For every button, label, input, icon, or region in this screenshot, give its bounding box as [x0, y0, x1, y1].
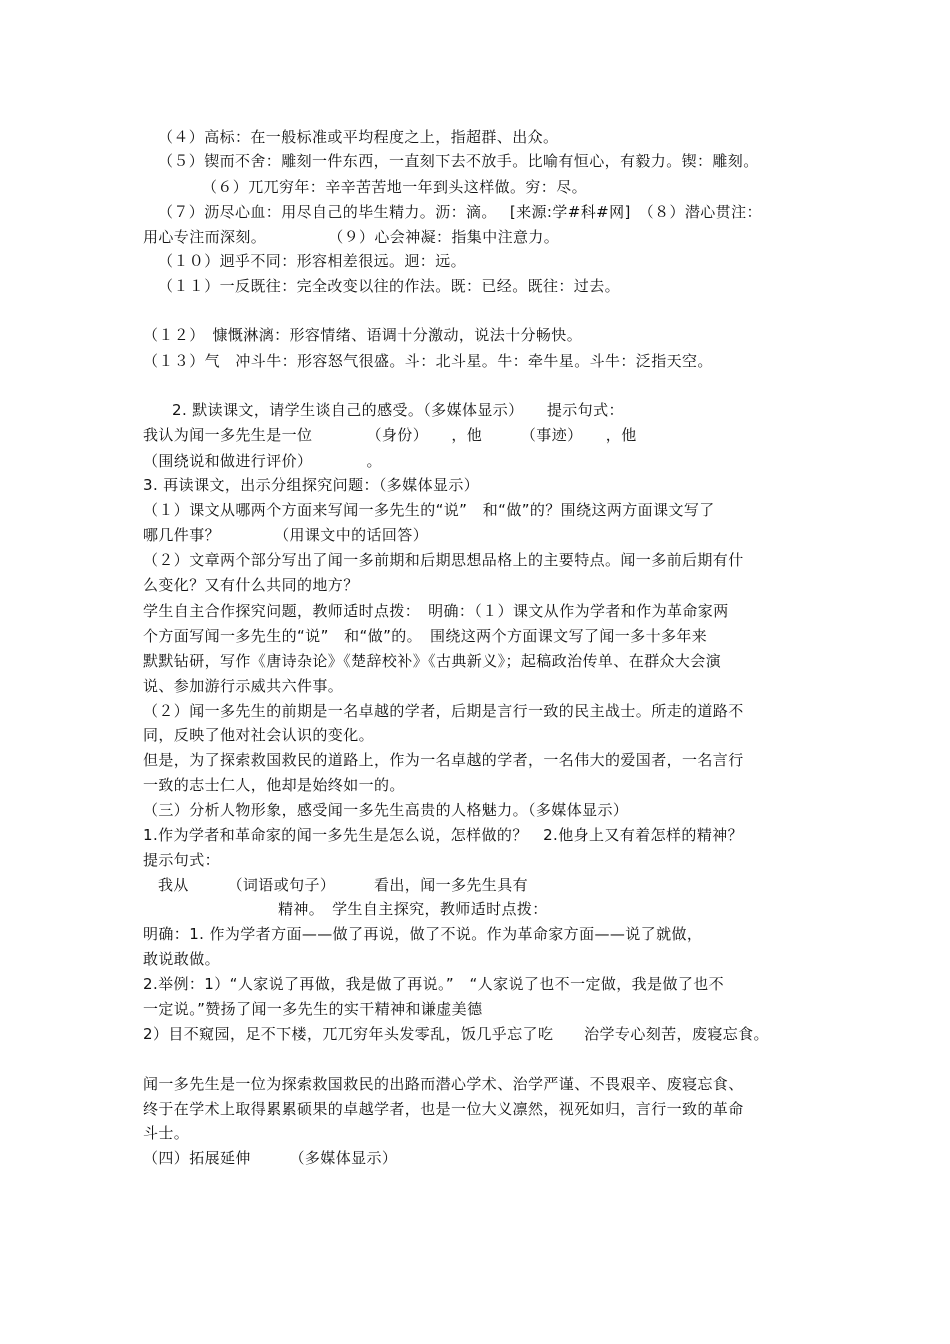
text-line: （７）沥尽心血：用尽自己的毕生精力。沥：滴。 [来源:学#科#网] （８）潜心贯注：: [158, 203, 762, 221]
text-line: 一致的志士仁人，他却是始终如一的。: [143, 776, 405, 794]
text-line: 么变化？又有什么共同的地方？: [143, 576, 359, 594]
text-line: 2. 默读课文，请学生谈自己的感受。（多媒体显示） 提示句式：: [172, 401, 624, 419]
text-line: （１１）一反既往：完全改变以往的作法。既：已经。既往：过去。: [158, 277, 621, 295]
text-line: 学生自主合作探究问题，教师适时点拨： 明确：（１）课文从作为学者和作为革命家两: [143, 602, 729, 620]
text-line: （三）分析人物形象，感受闻一多先生高贵的人格魅力。（多媒体显示）: [143, 801, 629, 819]
text-line: 1.作为学者和革命家的闻一多先生是怎么说，怎样做的？ 2.他身上又有着怎样的精神？: [143, 826, 744, 844]
text-line: 明确：1. 作为学者方面——做了再说，做了不说。作为革命家方面——说了就做，: [143, 925, 703, 943]
text-line: （４）高标：在一般标准或平均程度之上，指超群、出众。: [158, 128, 559, 146]
text-line: （１３）气 冲斗牛：形容怒气很盛。斗：北斗星。牛：牵牛星。斗牛：泛指天空。: [143, 352, 713, 370]
text-line: （２）闻一多先生的前期是一名卓越的学者，后期是言行一致的民主战士。所走的道路不: [143, 702, 744, 720]
text-line: 我从 （词语或句子） 看出，闻一多先生具有: [158, 876, 529, 894]
text-line: 提示句式：: [143, 851, 221, 869]
text-line: （１）课文从哪两个方面来写闻一多先生的“说” 和“做”的？围绕这两方面课文写了: [143, 501, 715, 519]
text-line: （１２） 慷慨淋漓：形容情绪、语调十分激动，说法十分畅快。: [143, 326, 583, 344]
text-line: 精神。 学生自主探究，教师适时点拨：: [278, 900, 548, 918]
text-line: 哪几件事？ （用课文中的话回答）: [143, 526, 429, 544]
text-line: （６）兀兀穷年：辛辛苦苦地一年到头这样做。穷：尽。: [202, 178, 588, 196]
text-line: 闻一多先生是一位为探索救国救民的出路而潜心学术、治学严谨、不畏艰辛、废寝忘食、: [143, 1075, 744, 1093]
text-line: （２）文章两个部分写出了闻一多前期和后期思想品格上的主要特点。闻一多前后期有什: [143, 551, 744, 569]
text-line: 同，反映了他对社会认识的变化。: [143, 726, 375, 744]
text-line: 一定说。”赞扬了闻一多先生的实干精神和谦虚美德: [143, 1000, 483, 1018]
text-line: （围绕说和做进行评价） 。: [143, 452, 382, 470]
text-line: 个方面写闻一多先生的“说” 和“做”的。 围绕这两个方面课文写了闻一多十多年来: [143, 627, 708, 645]
text-line: 2.举例：1）“人家说了再做，我是做了再说。” “人家说了也不一定做，我是做了也不: [143, 975, 725, 993]
text-line: 我认为闻一多先生是一位 （身份） ，他 （事迹） ，他: [143, 426, 637, 444]
text-line: 2）目不窥园，足不下楼，兀兀穷年头发零乱，饭几乎忘了吃 治学专心刻苦，废寝忘食。: [143, 1025, 769, 1043]
text-line: 说、参加游行示威共六件事。: [143, 677, 344, 695]
text-line: 敢说敢做。: [143, 950, 221, 968]
text-line: （四）拓展延伸 （多媒体显示）: [143, 1149, 398, 1167]
text-line: （１０）迥乎不同：形容相差很远。迥：远。: [158, 252, 467, 270]
text-line: 但是，为了探索救国救民的道路上，作为一名卓越的学者，一名伟大的爱国者，一名言行: [143, 751, 744, 769]
text-line: 终于在学术上取得累累硕果的卓越学者，也是一位大义凛然，视死如归，言行一致的革命: [143, 1100, 744, 1118]
text-line: 斗士。: [143, 1124, 190, 1142]
text-line: 用心专注而深刻。 （９）心会神凝：指集中注意力。: [143, 228, 560, 246]
text-line: 默默钻研，写作《唐诗杂论》《楚辞校补》《古典新义》；起稿政治传单、在群众大会演: [143, 652, 722, 670]
text-line: （５）锲而不舍：雕刻一件东西，一直刻下去不放手。比喻有恒心，有毅力。锲：雕刻。: [158, 152, 759, 170]
text-line: 3. 再读课文，出示分组探究问题：（多媒体显示）: [143, 476, 480, 494]
